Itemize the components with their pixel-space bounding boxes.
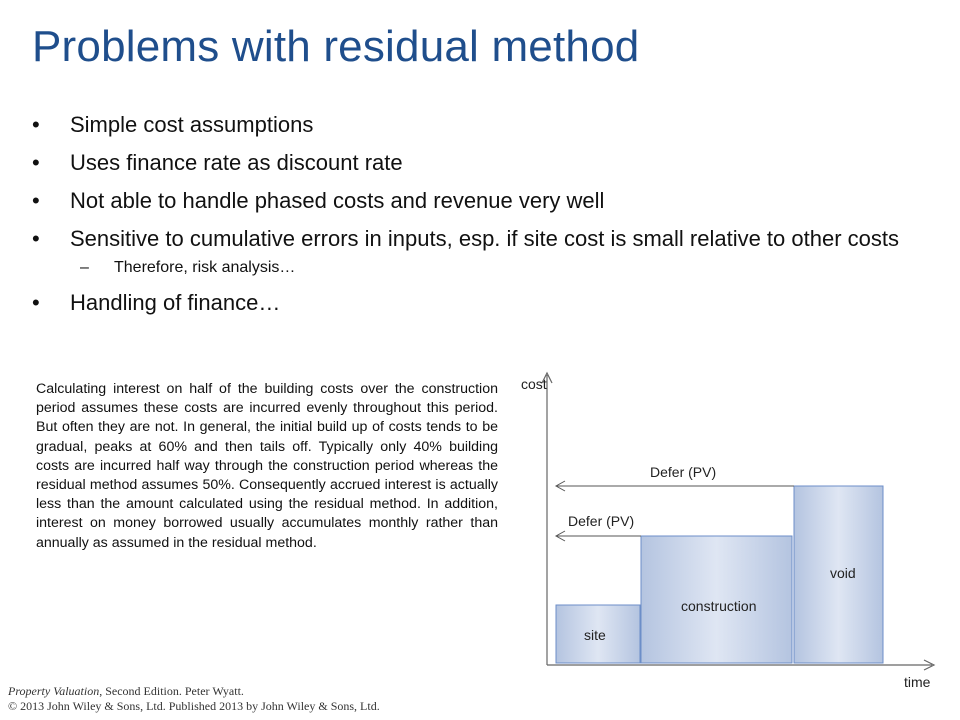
footer-line-1 bbox=[8, 684, 380, 699]
explanation-paragraph: Calculating interest on half of the building costs over the construction period assumes these costs are incurred evenly throughout this period. But often they are not. In general, the initial build up of costs tends to be gradual, peaks at 60% and then tails off. Typically only 40% building costs are incurred half way through the construction period whereas the residual method assumes 50%. Consequently accrued interest is actually less than the amount calculated using the residual method. In addition, interest on money borrowed usually accumulates monthly rather than annually as assumed in the residual method. bbox=[36, 381, 498, 551]
bullet-dot-icon: • bbox=[32, 112, 40, 137]
bullet-text: Simple cost assumptions bbox=[70, 112, 314, 137]
bullet-text: Sensitive to cumulative errors in inputs, esp. if site cost is small relative to other costs bbox=[70, 226, 899, 251]
defer-label-upper: Defer (PV) bbox=[650, 464, 717, 480]
bullet-dot-icon: • bbox=[32, 188, 40, 213]
slide-title: Problems with residual method bbox=[32, 22, 640, 71]
bullet-item bbox=[32, 290, 912, 316]
book-title: Property Valuation bbox=[8, 684, 100, 698]
site-block-label: site bbox=[584, 627, 606, 643]
x-axis-label: time bbox=[904, 674, 931, 690]
bullet-item bbox=[32, 188, 912, 214]
footer-edition: , Second Edition. Peter Wyatt. bbox=[99, 684, 244, 698]
copyright-footer bbox=[8, 684, 380, 714]
bullet-text: Handling of finance… bbox=[70, 290, 281, 315]
cost-time-diagram bbox=[510, 365, 950, 695]
defer-label-lower: Defer (PV) bbox=[568, 513, 635, 529]
bullet-dot-icon: • bbox=[32, 150, 40, 175]
dash-icon: – bbox=[80, 259, 89, 276]
bullet-dot-icon: • bbox=[32, 290, 40, 315]
bullet-text: Uses finance rate as discount rate bbox=[70, 150, 403, 175]
bullet-item bbox=[32, 112, 912, 138]
bullet-item bbox=[32, 226, 912, 252]
footer-line-2: © 2013 John Wiley & Sons, Ltd. Published 2013 by John Wiley & Sons, Ltd. bbox=[8, 699, 380, 713]
sub-bullet-text: Therefore, risk analysis… bbox=[114, 259, 296, 276]
void-block-label: void bbox=[830, 565, 856, 581]
bullet-dot-icon: • bbox=[32, 226, 40, 251]
construction-block-label: construction bbox=[681, 598, 757, 614]
bullet-item bbox=[32, 150, 912, 176]
y-axis-label: cost bbox=[521, 376, 547, 392]
bullet-list bbox=[32, 112, 912, 328]
sub-bullet-item bbox=[32, 258, 912, 278]
bullet-text: Not able to handle phased costs and revenue very well bbox=[70, 188, 605, 213]
